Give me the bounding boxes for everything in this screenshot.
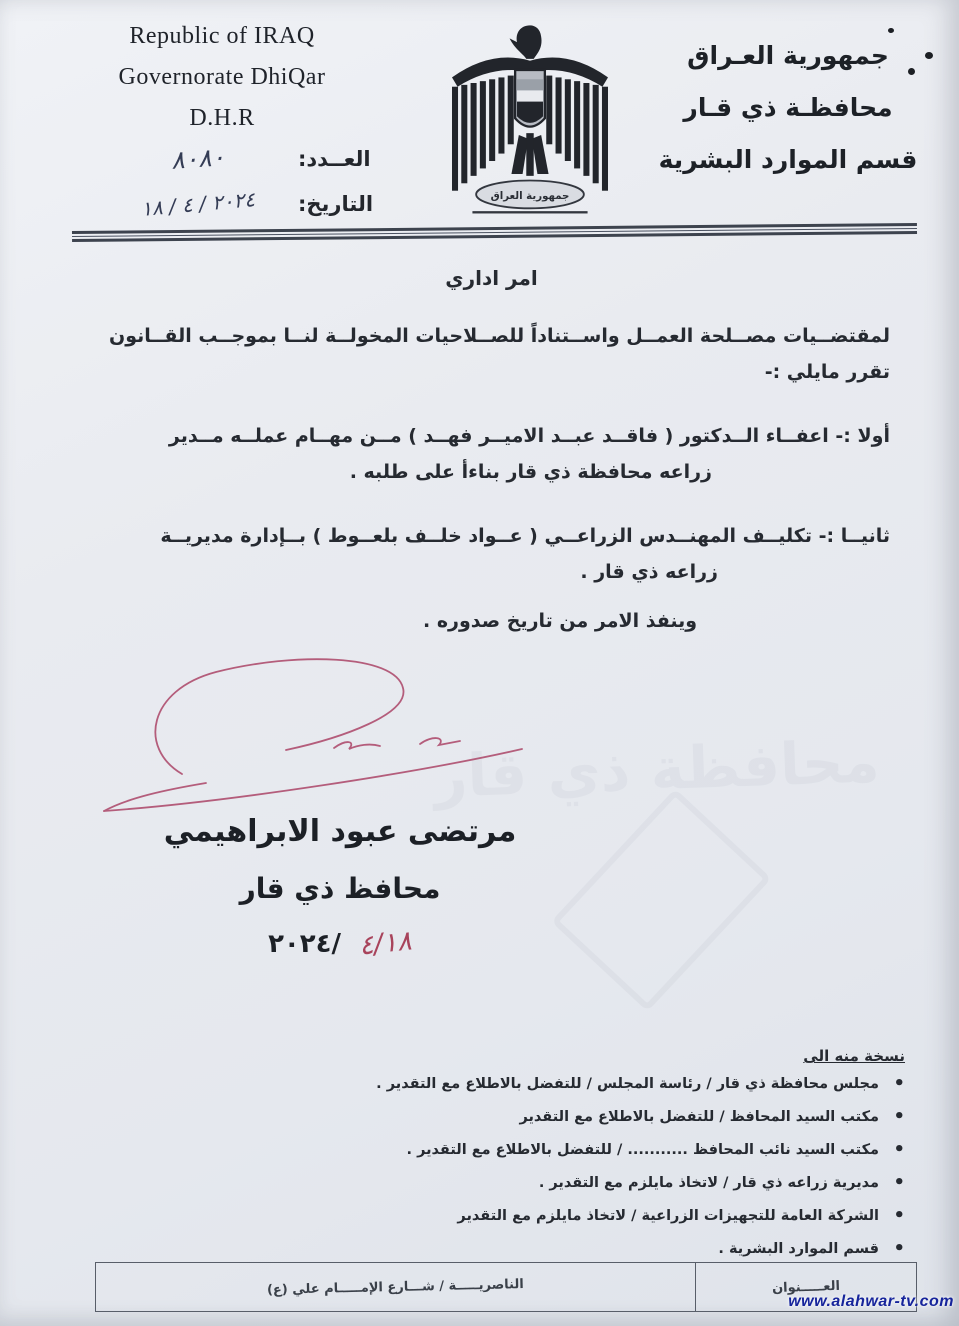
clause-first-line1: أولا :- اعفــاء الــدكتور ( فاقــد عبــد الاميــر فهــد ) مــن مهــام عملــه مــدير: [168, 425, 890, 447]
copy-to-item: [305, 1205, 905, 1227]
document-date-row: [98, 181, 398, 226]
document-body: [93, 252, 890, 632]
bullet-icon: [893, 1205, 905, 1228]
clause-second-line1: ثانيــا :- تكليــف المهنــدس الزراعــي ( عــواد خلــف بلعــوط ) بــإدارة مديريــة: [160, 525, 890, 547]
header-arabic-line3: قسم الموارد البشرية: [658, 145, 918, 174]
signature-ink-icon: [90, 652, 560, 827]
copy-to-item: [305, 1073, 905, 1095]
effective-date-line: وينفذ الامر من تاريخ صدوره .: [423, 610, 698, 632]
copy-to-item-text: الشركة العامة للتجهيزات الزراعية / لاتخاذ مايلزم مع التقدير: [457, 1208, 879, 1224]
clause-second: [93, 518, 890, 590]
reference-block: [98, 136, 398, 226]
bullet-icon: [893, 1106, 905, 1129]
intro-paragraph: [93, 318, 890, 390]
clause-second-line2: زراعه ذي قار .: [580, 561, 718, 583]
copy-to-item-text: مديرية زراعه ذي قار / لاتخاذ مايلزم مع التقدير .: [538, 1175, 879, 1191]
header-english-line3: D.H.R: [189, 105, 255, 131]
document-number-row: [98, 136, 398, 181]
ink-dot: [908, 68, 915, 75]
signature-date-day-month: ٤/١٨: [357, 925, 414, 962]
header-english-line1: Republic of IRAQ: [129, 23, 315, 49]
copy-to-list: [305, 1073, 905, 1260]
copy-to-item: [305, 1238, 905, 1260]
document-title: امر اداري: [445, 266, 538, 290]
clause-first: [93, 418, 890, 490]
copy-to-item-text: قسم الموارد البشرية .: [718, 1241, 879, 1257]
header-arabic-line1: جمهورية العـراق: [687, 41, 889, 70]
address-label-cell: العـــــنوان: [771, 1278, 841, 1296]
document-number-label: العــدد:: [298, 146, 371, 171]
emblem-scroll-text: جمهورية العراق: [490, 191, 570, 203]
header-english-line2: Governorate DhiQar: [118, 64, 326, 90]
signature-date-year: ٢٠٢٤/: [268, 929, 342, 959]
signer-title: محافظ ذي قار: [239, 872, 441, 905]
copy-to-item: [305, 1106, 905, 1128]
copy-to-item: [305, 1139, 905, 1161]
bullet-icon: [893, 1238, 905, 1261]
header-english: [72, 16, 372, 139]
copy-to-item-text: مكتب السيد المحافظ / للتفضل بالاطلاع مع التقدير: [519, 1109, 879, 1125]
copy-to-item-text: مكتب السيد نائب المحافظ ........... / للتفضل بالاطلاع مع التقدير .: [406, 1142, 879, 1158]
site-url-watermark: www.alahwar-tv.com: [788, 1293, 954, 1310]
header-arabic-line2: محافظـة ذي قـار: [683, 93, 893, 122]
document-number-value: ٨٠٨٠: [170, 142, 226, 175]
bullet-icon: [893, 1073, 905, 1096]
bullet-icon: [893, 1139, 905, 1162]
signature-date: [130, 925, 550, 962]
header-arabic: [642, 30, 934, 186]
iraq-coat-of-arms-icon: [437, 18, 623, 230]
copy-to-heading: نسخة منه الى: [803, 1047, 905, 1065]
copy-to-item-text: مجلس محافظة ذي قار / رئاسة المجلس / للتفضل بالاطلاع مع التقدير .: [376, 1076, 879, 1092]
watermark-text: محافظة ذي قار: [432, 727, 881, 811]
address-value-cell: الناصريـــــة / شـــارع الإمـــــام علي (ع): [266, 1276, 524, 1298]
clause-first-line2: زراعه محافظة ذي قار بناءأ على طلبه .: [349, 461, 712, 483]
copy-to-item: [305, 1172, 905, 1194]
intro-line2: تقرر مايلي :-: [764, 361, 890, 383]
document-date-value: ٢٠٢٤ / ٤ / ١٨: [140, 186, 256, 221]
document-date-label: التاريخ:: [298, 191, 374, 216]
ink-dot: [925, 52, 933, 59]
intro-line1: لمقتضــيات مصــلحة العمــل واســتناداً للصــلاحيات المخولــة لنــا بموجــب القــانون: [109, 325, 890, 347]
ink-dot: [888, 28, 894, 33]
copy-to-section: [305, 1046, 905, 1271]
signer-name: مرتضى عبود الابراهيمي: [163, 814, 517, 849]
bullet-icon: [893, 1172, 905, 1195]
signature-block: [90, 648, 590, 978]
